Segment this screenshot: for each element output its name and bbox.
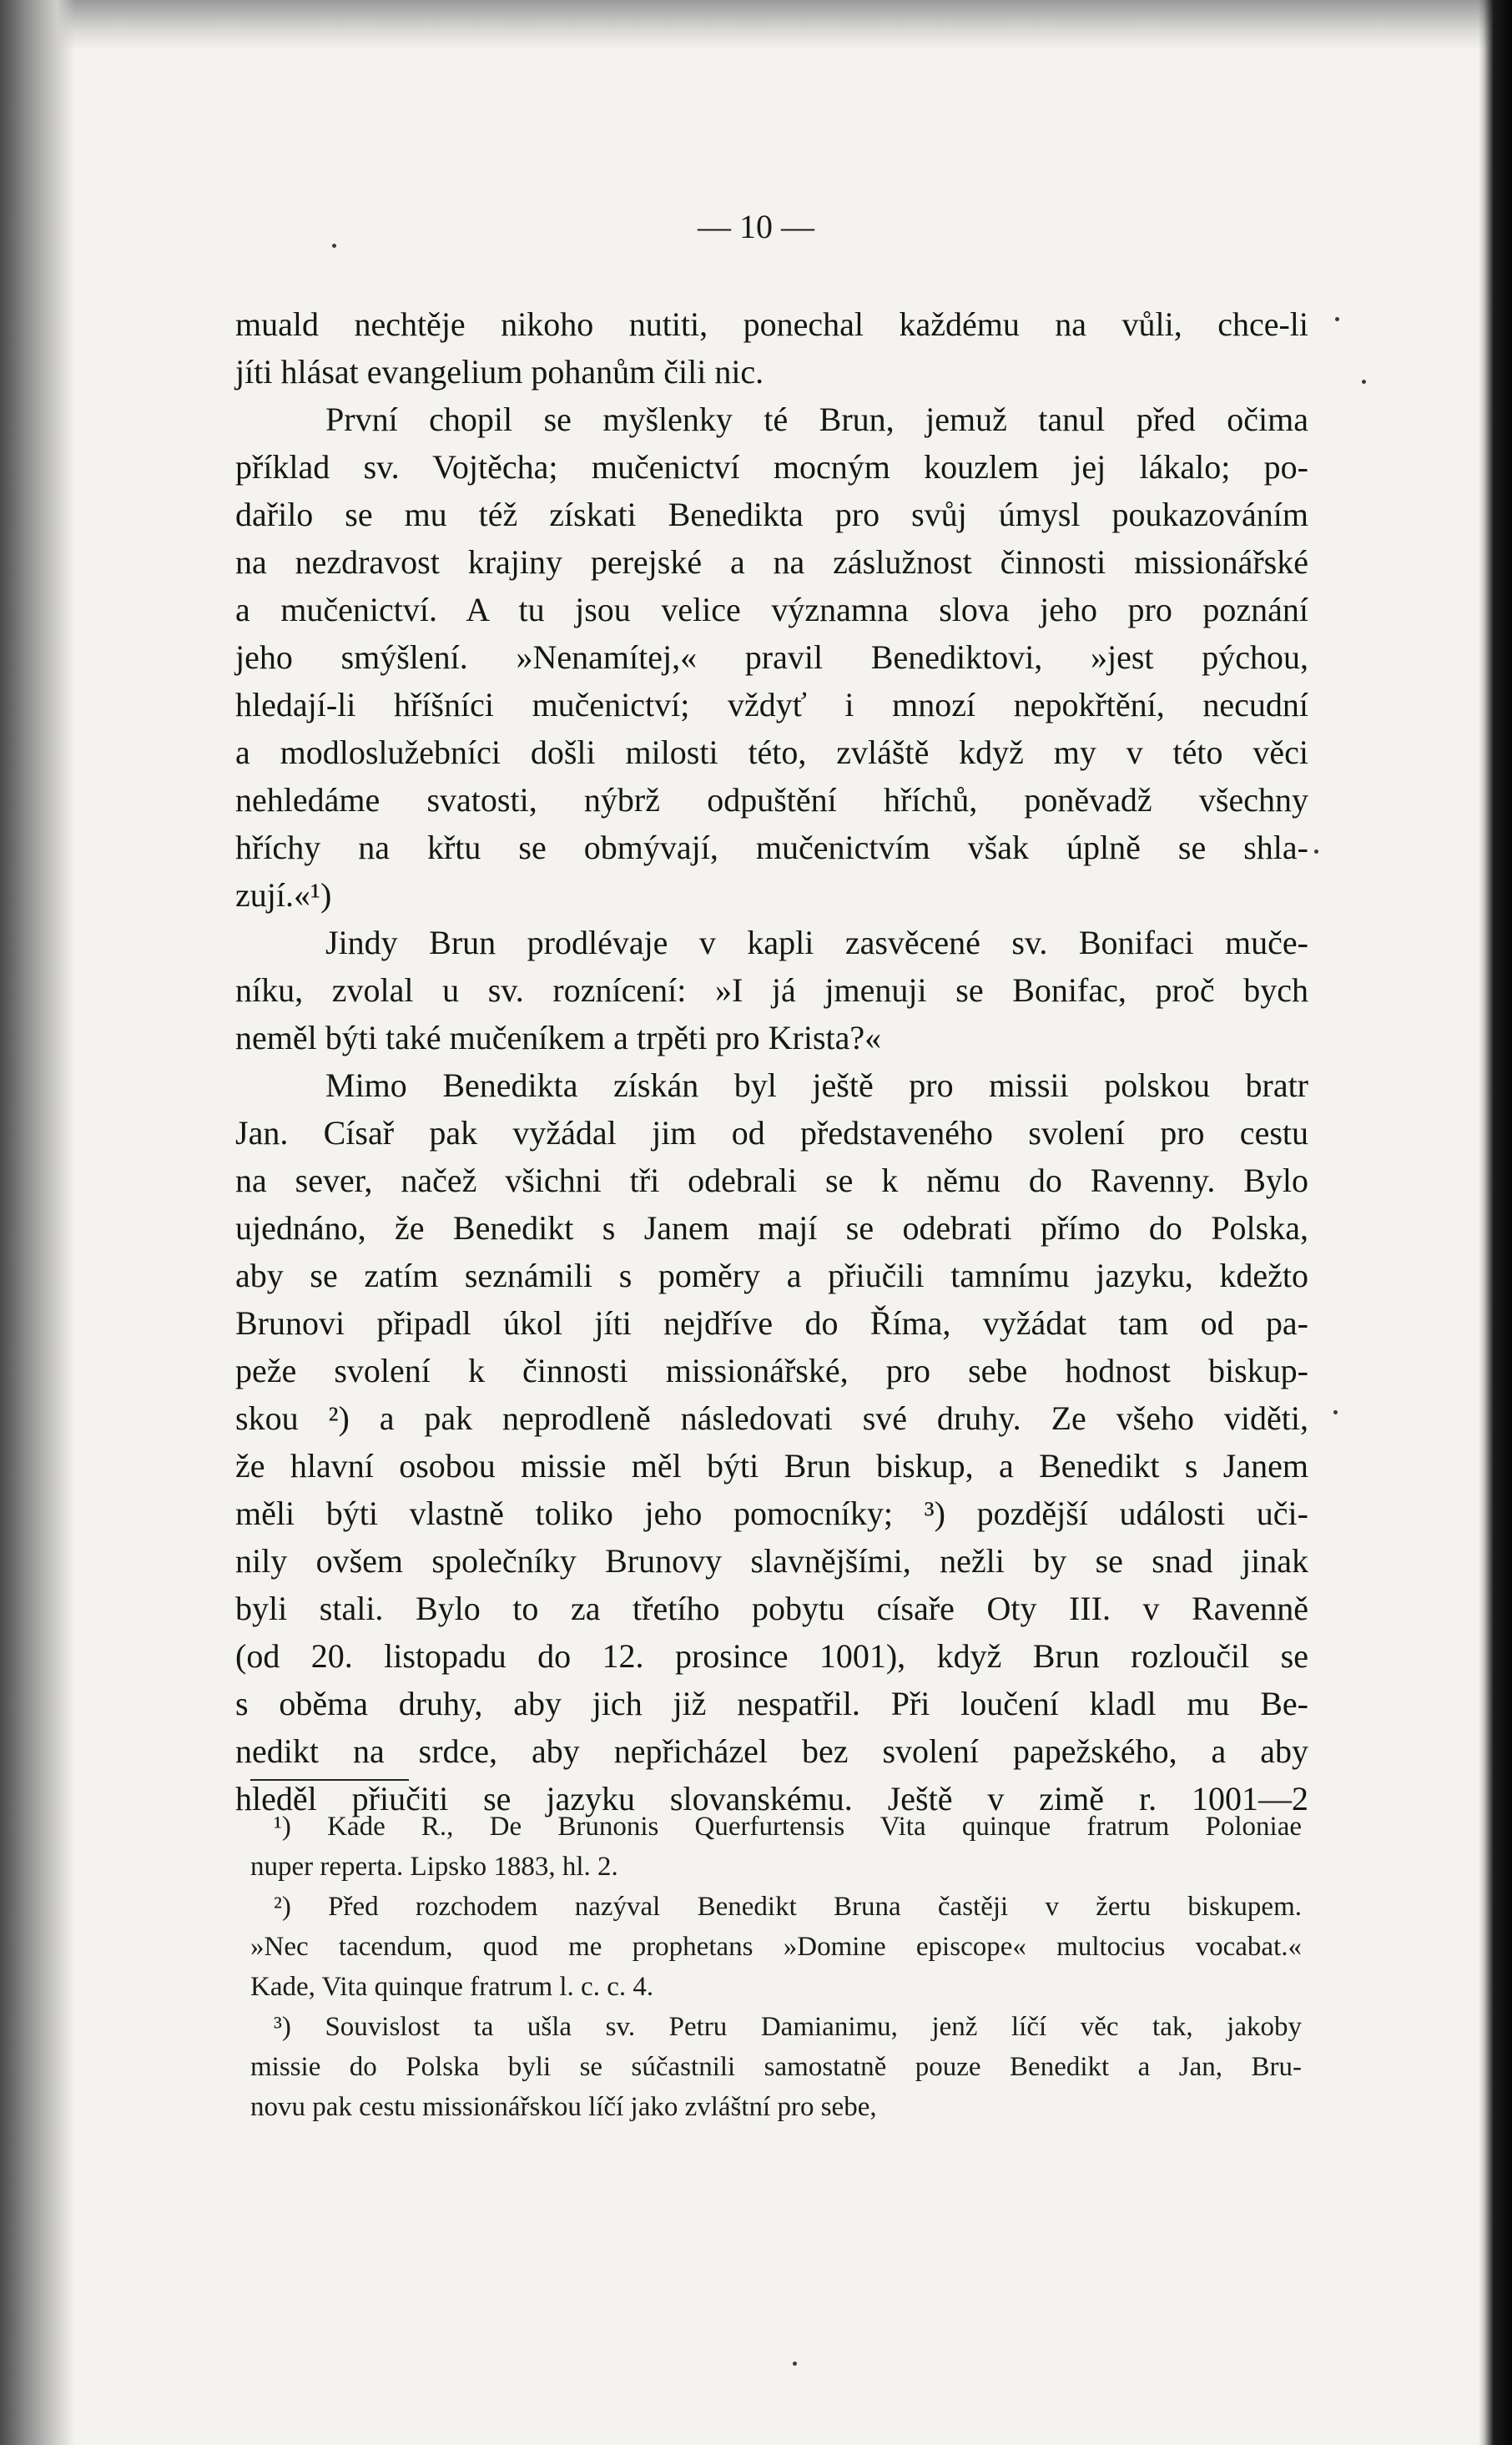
footnote-line: ²) Před rozchodem nazýval Benedikt Bruna častěji v žertu biskupem. — [274, 1892, 1302, 1922]
footnotes — [250, 1807, 1302, 2127]
footnote-line: missie do Polska byli se súčastnili samostatně pouze Benedikt a Jan, Bru- — [250, 2052, 1302, 2082]
footnote-line: ³) Souvislost ta ušla sv. Petru Damianimu, jenž líčí věc tak, jakoby — [274, 2012, 1302, 2042]
text-line: s oběma druhy, aby jich již nespatřil. Při loučení kladl mu Be- — [235, 1685, 1308, 1722]
text-line: hříchy na křtu se obmývají, mučenictvím však úplně se shla- — [235, 829, 1308, 866]
text-line: jeho smýšlení. »Nenamítej,« pravil Benediktovi, »jest pýchou, — [235, 638, 1308, 676]
text-line: měli býti vlastně toliko jeho pomocníky; ³) pozdější události uči- — [235, 1495, 1308, 1532]
text-line: dařilo se mu též získati Benedikta pro svůj úmysl poukazováním — [235, 496, 1308, 533]
page-number: — 10 — — [698, 208, 814, 245]
text-line: ujednáno, že Benedikt s Janem mají se odebrati přímo do Polska, — [235, 1209, 1308, 1247]
text-line: První chopil se myšlenky té Brun, jemuž tanul před očima — [325, 401, 1308, 438]
text-line: na nezdravost krajiny perejské a na záslužnost činnosti missionářské — [235, 543, 1308, 581]
text-line: níku, zvolal u sv. roznícení: »I já jmenuji se Bonifac, proč bych — [235, 971, 1308, 1009]
footnote-line: ¹) Kade R., De Brunonis Querfurtensis Vita quinque fratrum Poloniae — [274, 1812, 1302, 1842]
text-line: že hlavní osobou missie měl býti Brun biskup, a Benedikt s Janem — [235, 1447, 1308, 1485]
text-line: nehledáme svatosti, nýbrž odpuštění hříchů, poněvadž všechny — [235, 781, 1308, 819]
text-line: Jan. Císař pak vyžádal jim od představeného svolení pro cestu — [235, 1114, 1308, 1152]
text-line: Jindy Brun prodlévaje v kapli zasvěcené sv. Bonifaci muče- — [325, 924, 1308, 961]
text-line: Brunovi připadl úkol jíti nejdříve do Říma, vyžádat tam od pa- — [235, 1304, 1308, 1342]
page-shadow-top — [0, 0, 1512, 50]
text-line: peže svolení k činnosti missionářské, pro sebe hodnost biskup- — [235, 1352, 1308, 1389]
text-line: a mučenictví. A tu jsou velice významna slova jeho pro poznání — [235, 591, 1308, 628]
print-speck — [1314, 849, 1318, 854]
text-line: příklad sv. Vojtěcha; mučenictví mocným kouzlem jej lákalo; po- — [235, 448, 1308, 486]
text-line: jíti hlásat evangelium pohanům čili nic. — [235, 353, 764, 391]
body-text — [235, 300, 1308, 1822]
text-line: muald nechtěje nikoho nutiti, ponechal každému na vůli, chce-li — [235, 305, 1308, 343]
text-line: skou ²) a pak neprodleně následovati své druhy. Ze všeho viděti, — [235, 1399, 1308, 1437]
page-shadow-right — [1479, 0, 1512, 2445]
text-line: (od 20. listopadu do 12. prosince 1001), když Brun rozloučil se — [235, 1637, 1308, 1675]
footnote-line: Kade, Vita quinque fratrum l. c. c. 4. — [250, 1972, 654, 2002]
text-line: byli stali. Bylo to za třetího pobytu císaře Oty III. v Ravenně — [235, 1590, 1308, 1627]
text-line: neměl býti také mučeníkem a trpěti pro Krista?« — [235, 1019, 882, 1056]
text-line: hledají-li hříšníci mučenictví; vždyť i mnozí nepokřtění, necudní — [235, 686, 1308, 723]
page-shadow-left — [0, 0, 75, 2445]
footnote-line: »Nec tacendum, quod me prophetans »Domine episcope« multocius vocabat.« — [250, 1932, 1302, 1962]
footnote-line: novu pak cestu missionářskou líčí jako zvláštní pro sebe, — [250, 2092, 877, 2122]
footnote-separator — [250, 1779, 409, 1781]
text-line: nily ovšem společníky Brunovy slavnějšími, nežli by se snad jinak — [235, 1542, 1308, 1580]
text-line: Mimo Benedikta získán byl ještě pro missii polskou bratr — [325, 1066, 1308, 1104]
footnote-line: nuper reperta. Lipsko 1883, hl. 2. — [250, 1852, 618, 1882]
text-line: nedikt na srdce, aby nepřicházel bez svolení papežského, a aby — [235, 1732, 1308, 1770]
text-line: a modloslužebníci došli milosti této, zvláště když my v této věci — [235, 734, 1308, 771]
print-speck — [793, 2362, 797, 2366]
print-speck — [1335, 317, 1339, 321]
print-speck — [1362, 380, 1366, 384]
text-line: hleděl přiučiti se jazyku slovanskému. Ještě v zimě r. 1001—2 — [235, 1780, 1308, 1817]
text-line: aby se zatím seznámili s poměry a přiučili tamnímu jazyku, kdežto — [235, 1257, 1308, 1294]
text-line: zují.«¹) — [235, 876, 332, 914]
text-line: na sever, načež všichni tři odebrali se k němu do Ravenny. Bylo — [235, 1162, 1308, 1199]
print-speck — [1333, 1410, 1338, 1414]
